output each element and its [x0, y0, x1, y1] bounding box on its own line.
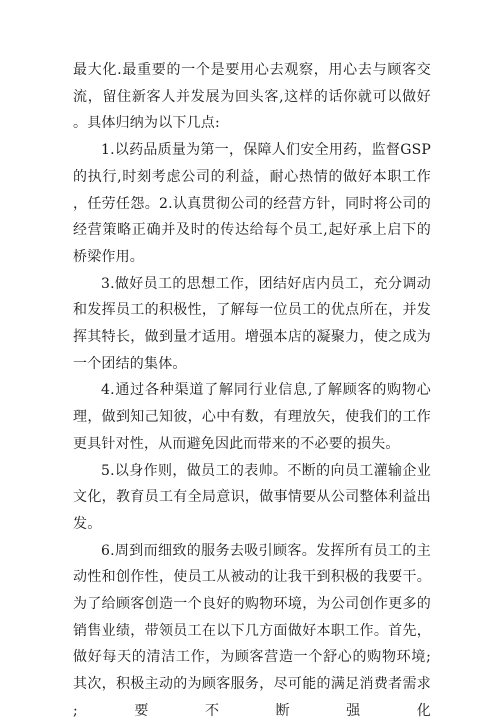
- document-page: [73, 57, 431, 725]
- paragraph-point-3: 3.做好员工的思想工作，团结好店内员工，充分调动和发挥员工的积极性，了解每一位员工的优点所在，并发挥其特长，做到量才适用。增强本店的凝聚力，使之成为一个团结的集体。: [73, 275, 431, 372]
- paragraph-point-6: 6.周到而细致的服务去吸引顾客。发挥所有员工的主动性和创作性，使员工从被动的让我干到积极的我要干。为了给顾客创造一个良好的购物环境，为公司创作更多的销售业绩，带领员工在以下几方面做好本职工作。首先，做好每天的清洁工作，为顾客营造一个舒心的购物环境;其次，积极主动的为顾客服务，尽可能的满足消费者需求;要不断强化: [73, 542, 431, 719]
- paragraph-point-1-2: 1.以药品质量为第一，保障人们安全用药，监督GSP的执行,时刻考虑公司的利益，耐心热情的做好本职工作，任劳任怨。2.认真贯彻公司的经营方针，同时将公司的经营策略正确并及时的传达给每个员工,起好承上启下的桥梁作用。: [73, 142, 431, 265]
- paragraph-point-5: 5.以身作则，做员工的表帅。不断的向员工灌输企业文化，教育员工有全局意识，做事情要从公司整体利益出发。: [73, 462, 431, 532]
- paragraph-point-4: 4.通过各种渠道了解同行业信息,了解顾客的购物心理，做到知己知彼，心中有数，有理放矢，使我们的工作更具针对性，从而避免因此而带来的不必要的损失。: [73, 382, 431, 452]
- paragraph-intro: 最大化.最重要的一个是要用心去观察，用心去与顾客交流，留住新客人并发展为回头客,这样的话你就可以做好。具体归纳为以下几点:: [73, 62, 431, 132]
